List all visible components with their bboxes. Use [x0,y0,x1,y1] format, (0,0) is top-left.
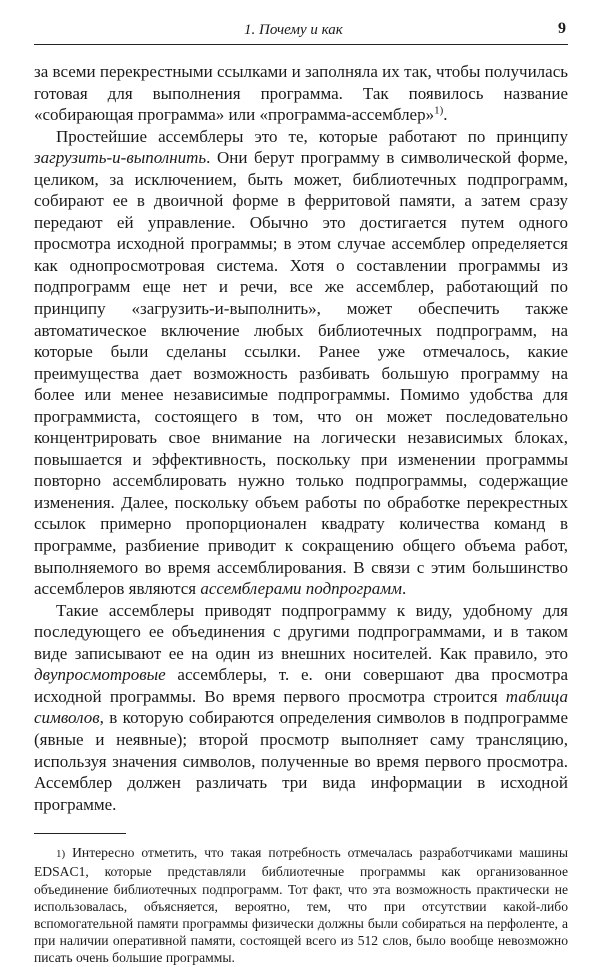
paragraph-3-text-a: Такие ассемблеры приводят подпрограмму к виду, удобному для последующего ее объединения с другими подпрограммами, и в таком виде записывают ее на один из внешних носителей. Как правило, это [34,600,568,663]
footnote-text: Интересно отметить, что такая потребность отмечалась разработчиками машины EDSAC1, которые представляли библиотечные программы как организованное объединение библиотечных подпрограмм. Тот факт, что эта возможность практически не использовалась, объясняется, вероятно, тем, что при отсутствии какой-либо вспомогательной памяти программы физически должны были собираться на перфоленте, а при наличии оперативной памяти, состоящей всего из 512 слов, было вообще невозможно писать очень большие программы. [34,845,568,966]
paragraph-2 [34,126,568,600]
footnote-divider [34,833,126,834]
footnote-reference: 1) [434,104,444,117]
chapter-title: 1. Почему и как [244,22,343,38]
paragraph-1 [34,61,568,126]
paragraph-3-text-c: , в которую собираются определения символов в подпрограмме (явные и неявные); второй просмотр выполняет саму трансляцию, используя значения символов, полученные во время первого просмотра. Ассемблер должен различать три вида информации в исходной программе. [34,708,568,814]
main-text [34,61,568,815]
paragraph-3-text-b: ассемблеры, т. е. они совершают два просмотра исходной программы. Во время первого просмотра строится [34,665,568,706]
term-symbol-table: таблица символов [34,686,568,728]
book-page [34,18,568,967]
paragraph-2-text-a: Простейшие ассемблеры это те, которые работают по принципу [56,126,568,146]
paragraph-2-text-b: . Они берут программу в символической форме, целиком, за исключением, быть может, библиотечных подпрограмм, собирают ее в двоичной форме в ферритовой памяти, а затем сразу передают ей управление. Обычно это достигается путем одного просмотра исходной программы; в этом случае ассемблер определяется как однопросмотровая система. Хотя о составлении программы из подпрограмм еще нет и речи, все же ассемблер, работающий по принципу «загрузить-и-выполнить», может обеспечить также автоматическое включение любых библиотечных подпрограмм, на которые были сделаны ссылки. Ранее уже отмечалось, какие преимущества дает возможность разбивать большую программу на более или менее независимые подпрограммы. Помимо удобства для программиста, состоящего в том, что он может последовательно концентрировать свое внимание на логически независимых блоках, повышается и эффективность, поскольку при изменении программы повторно ассемблировать нужно только подпрограммы, содержащие изменения. Далее, поскольку объем работы по обработке перекрестных ссылок примерно пропорционален квадрату количества команд в программе, разбиение приводит к сокращению общего объема работ, выполняемого во время ассемблирования. В связи с этим большинство ассемблеров являются [34,148,568,599]
paragraph-2-text-c: . [402,579,407,599]
paragraph-1-text-a: за всеми перекрестными ссылками и заполняла их так, чтобы получилась готовая для выполнения программа. Так появилось название «собирающая программа» или «программа-ассемблер» [34,62,568,125]
term-subroutine-assemblers: ассемблерами подпрограмм [200,579,402,599]
footnote [34,844,568,966]
footnote-marker: 1) [56,848,66,861]
page-number: 9 [558,20,566,37]
paragraph-3 [34,600,568,815]
term-two-pass: двупросмотровые [34,665,166,685]
term-load-and-go: загрузить-и-выполнить [34,148,207,168]
paragraph-1-text-b: . [443,105,448,125]
running-header [34,18,568,45]
